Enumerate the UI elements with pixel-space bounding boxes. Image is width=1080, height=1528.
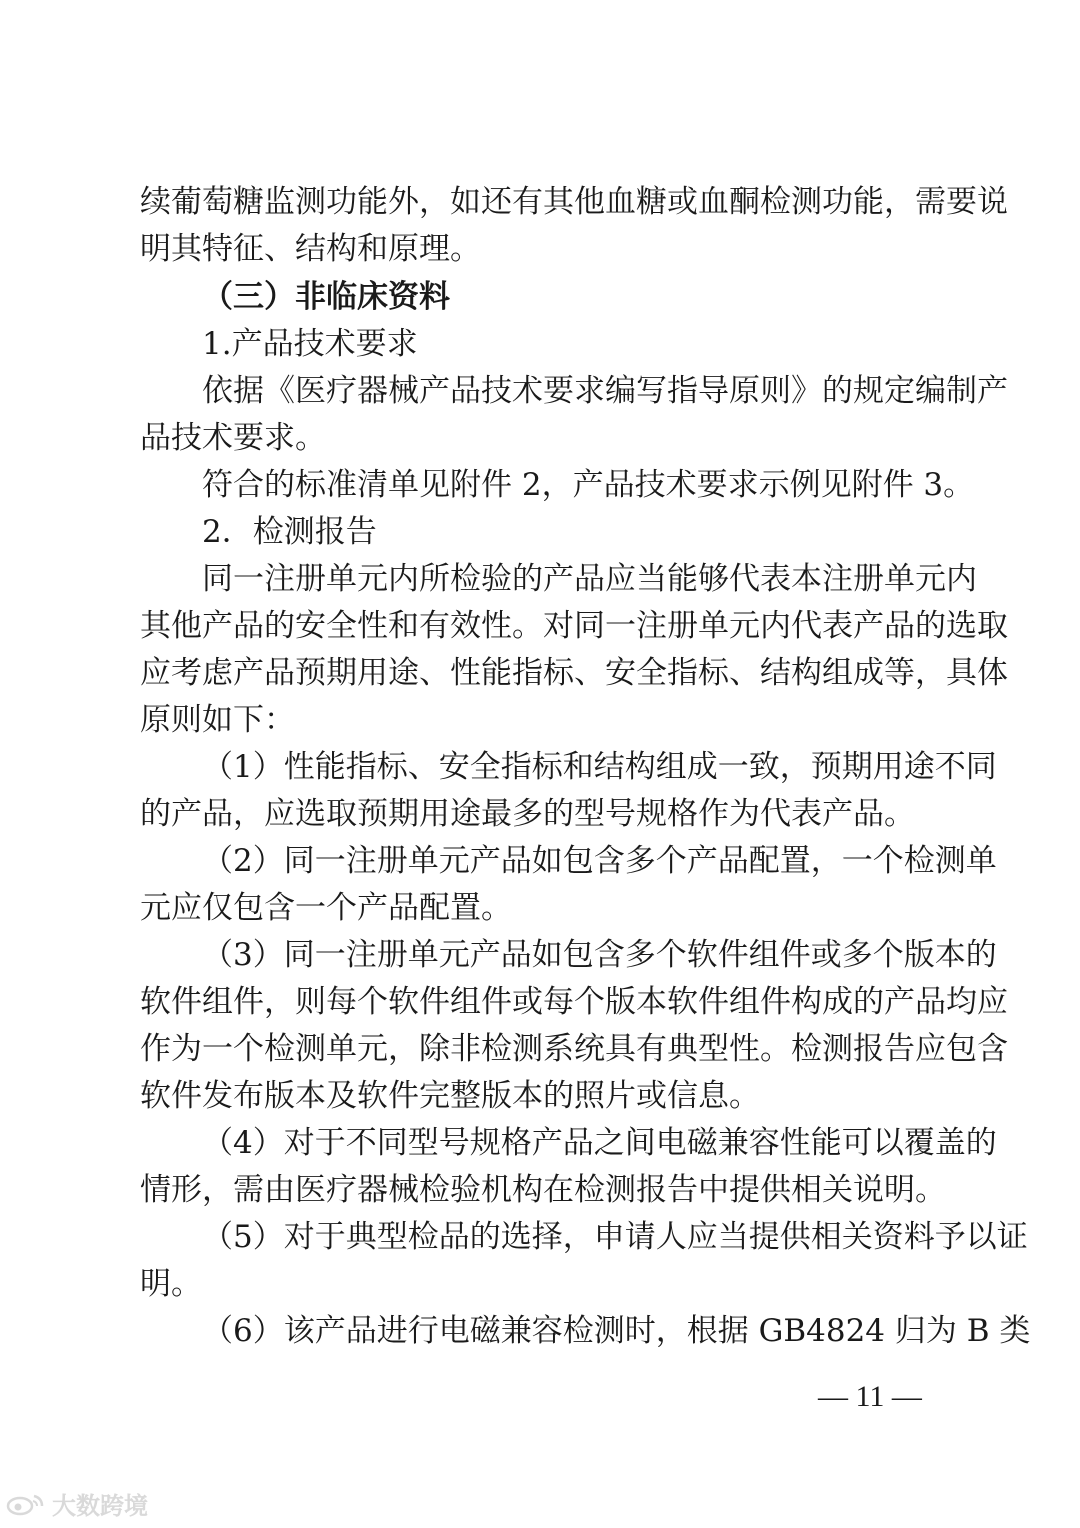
list-item-line: （3）同一注册单元产品如包含多个软件组件或多个版本的 xyxy=(202,937,997,973)
body-text-line: 符合的标准清单见附件 2，产品技术要求示例见附件 3。 xyxy=(202,467,975,503)
body-text-line: 应考虑产品预期用途、性能指标、安全指标、结构组成等，具体 xyxy=(140,655,1008,691)
page-number: — 11 — xyxy=(818,1380,922,1413)
subsection-heading: 1.产品技术要求 xyxy=(202,326,418,362)
section-heading: （三）非临床资料 xyxy=(202,279,450,315)
list-item-line: 的产品，应选取预期用途最多的型号规格作为代表产品。 xyxy=(140,796,915,832)
watermark xyxy=(6,1486,148,1521)
body-text-line: 品技术要求。 xyxy=(140,420,326,456)
list-item-line: 软件发布版本及软件完整版本的照片或信息。 xyxy=(140,1078,760,1114)
list-item-line: （4）对于不同型号规格产品之间电磁兼容性能可以覆盖的 xyxy=(202,1125,997,1161)
subsection-heading: 2．检测报告 xyxy=(202,514,377,550)
body-text-line: 其他产品的安全性和有效性。对同一注册单元内代表产品的选取 xyxy=(140,608,1008,644)
list-item-line: 明。 xyxy=(140,1266,202,1302)
list-item-line: 作为一个检测单元，除非检测系统具有典型性。检测报告应包含 xyxy=(140,1031,1008,1067)
body-text-line: 续葡萄糖监测功能外，如还有其他血糖或血酮检测功能，需要说 xyxy=(140,184,1008,220)
list-item-line: 软件组件，则每个软件组件或每个版本软件组件构成的产品均应 xyxy=(140,984,1008,1020)
list-item-line: （1）性能指标、安全指标和结构组成一致，预期用途不同 xyxy=(202,749,997,785)
list-item-line: （6）该产品进行电磁兼容检测时，根据 GB4824 归为 B 类 xyxy=(202,1313,1031,1349)
watermark-text: 大数跨境 xyxy=(52,1492,148,1520)
list-item-line: （2）同一注册单元产品如包含多个产品配置，一个检测单 xyxy=(202,843,997,879)
list-item-line: （5）对于典型检品的选择，申请人应当提供相关资料予以证 xyxy=(202,1219,1028,1255)
body-text-line: 原则如下： xyxy=(140,702,295,738)
list-item-line: 元应仅包含一个产品配置。 xyxy=(140,890,512,926)
list-item-line: 情形，需由医疗器械检验机构在检测报告中提供相关说明。 xyxy=(140,1172,946,1208)
body-text-line: 依据《医疗器械产品技术要求编写指导原则》的规定编制产 xyxy=(202,373,1008,409)
body-text-line: 明其特征、结构和原理。 xyxy=(140,231,481,267)
body-text-line: 同一注册单元内所检验的产品应当能够代表本注册单元内 xyxy=(202,561,977,597)
weibo-logo-icon xyxy=(6,1492,46,1516)
